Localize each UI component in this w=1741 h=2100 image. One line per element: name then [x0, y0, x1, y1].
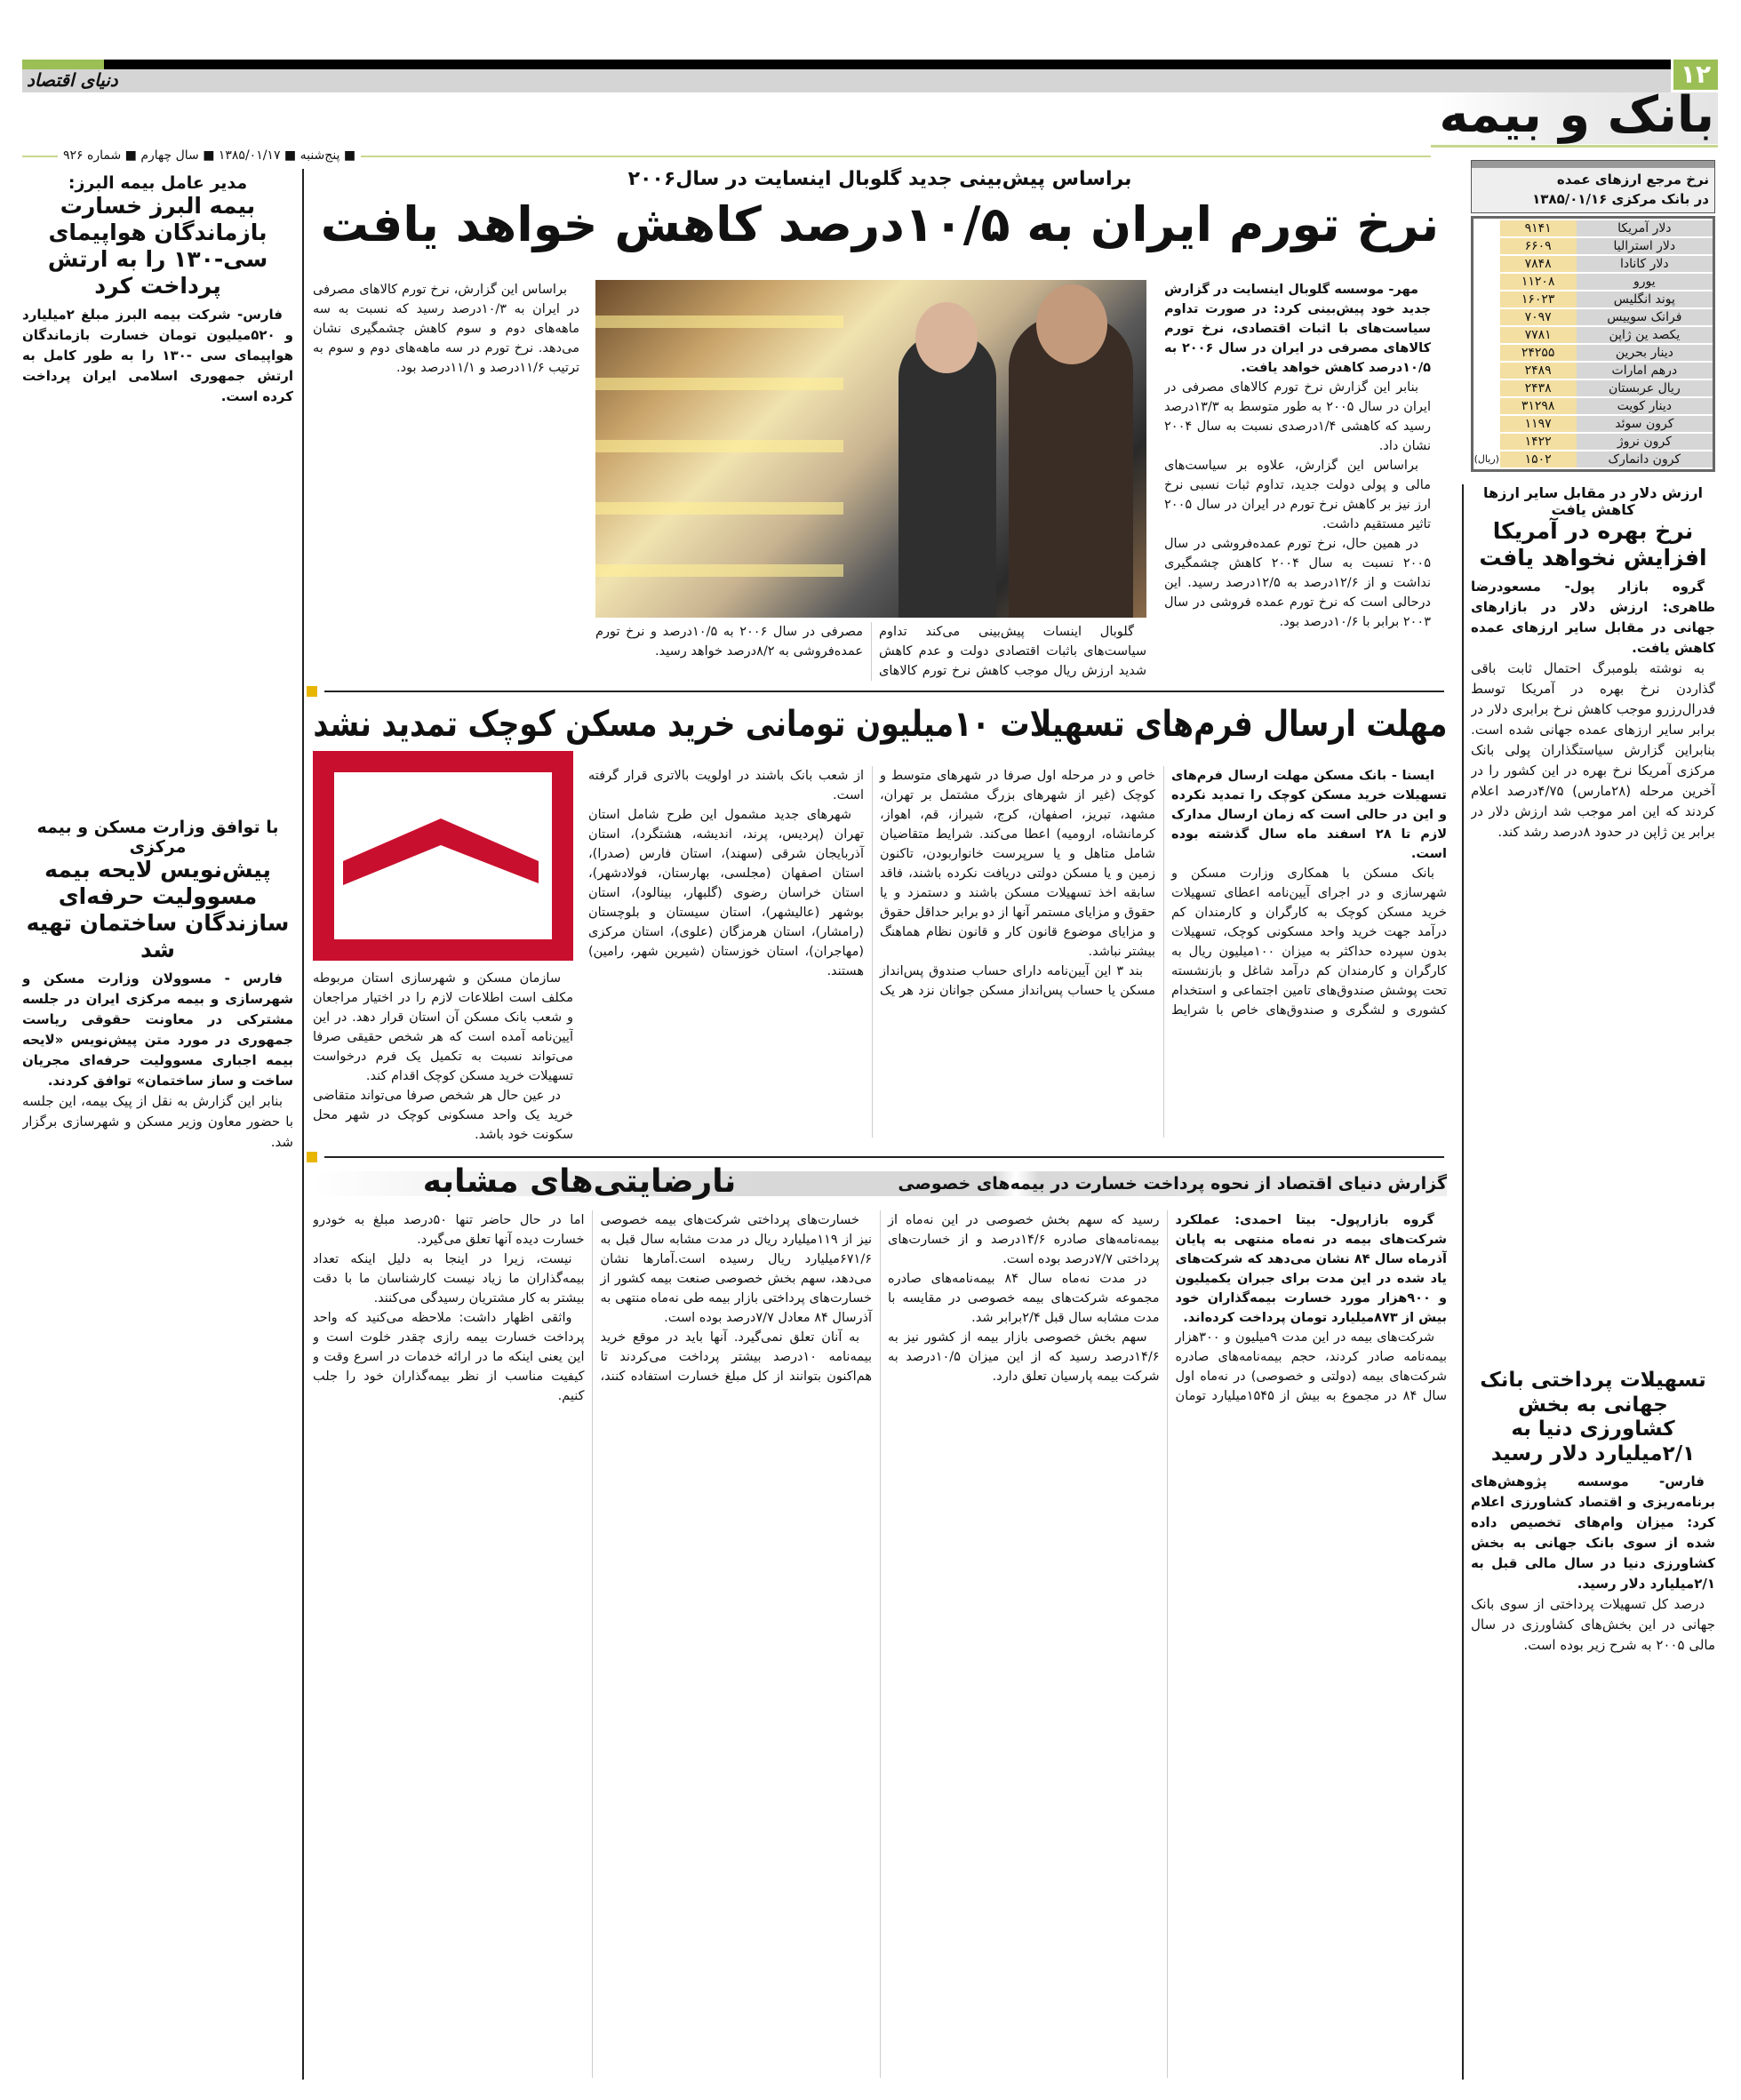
right-column-divider — [1462, 484, 1464, 2080]
unit-spacer — [1473, 345, 1500, 361]
currency-row — [1473, 451, 1713, 467]
kicker-text: براساس پیش‌بینی جدید گلوبال اینسایت در سال۲۰۰۶ — [627, 168, 1132, 190]
headline-text: نرخ تورم ایران به ۱۰/۵درصد کاهش خواهد یافت — [320, 196, 1440, 252]
section-underline — [1431, 145, 1718, 148]
roof-chevron-icon — [334, 772, 552, 939]
headline-text: مهلت ارسال فرم‌های تسهیلات ۱۰میلیون تومانی خرید مسکن کوچک تمدید نشد — [312, 704, 1447, 745]
paragraph: درصد کل تسهیلات پرداختی از سوی بانک جهانی در این بخش‌های کشاورزی در سال مالی ۲۰۰۵ به شرح زیر بوده است. — [1471, 1596, 1715, 1654]
currency-name: کرون نروژ — [1577, 434, 1713, 450]
currency-value: ۱۶۰۲۳ — [1500, 291, 1577, 307]
currency-unit: (ریال) — [1473, 453, 1499, 465]
currency-row — [1473, 238, 1713, 254]
unit-spacer — [1473, 398, 1500, 414]
paragraph: بنابر این گزارش نرخ تورم کالاهای مصرفی در ایران در سال ۲۰۰۵ به طور متوسط به ۱۳/۳درصد رسید که کاهشی ۱/۴درصدی نسبت به سال ۲۰۰۴ نشان داد. — [1164, 380, 1431, 453]
page-number: ۱۲ — [1673, 60, 1718, 90]
section-rule — [324, 1156, 1444, 1158]
currency-row — [1473, 256, 1713, 272]
paragraph: فارس - مسوولان وزارت مسکن و شهرسازی و بیمه مرکزی ایران در جلسه مشترکی در معاونت حقوقی ریاست جمهوری در مورد متن پیش‌نویس «لایحه بیمه اجباری مسوولیت حرفه‌ای مجریان ساخت و ساز ساختمان» توافق کردند. — [22, 970, 293, 1089]
article-headline: نرخ بهره در آمریکا افزایش نخواهد یافت — [1479, 518, 1707, 571]
currency-value: ۷۷۸۱ — [1500, 327, 1577, 343]
article-kicker: با توافق وزارت مسکن و بیمه مرکزی — [36, 818, 279, 857]
section-marker — [307, 1152, 317, 1162]
rates-title: نرخ مرجع ارزهای عمده — [1556, 172, 1709, 188]
paragraph: به نوشته بلومبرگ احتمال ثابت باقی گذاردن نرخ بهره در آمریکا توسط فدرال‌رزرو موجب کاهش نرخ برابری دلار در برابر سایر ارزهای عمده جهانی شده است. بنابراین گزارش سیاستگذاران پولی بانک مرکزی آمریکا نرخ بهره در این کشور را در آخرین مرحله (۲۸مارس) ۴/۷۵درصد اعلام کردند که این امر موجب شد ارزش دلار در برابر ین ژاپن در حدود ۸درصد رشد کند. — [1471, 660, 1715, 840]
currency-name: یورو — [1577, 274, 1713, 290]
currency-name: درهم امارات — [1577, 363, 1713, 379]
paragraph: گروه بازارپول- بیتا احمدی: عملکرد شرکت‌های بیمه در نه‌ماه منتهی به پایان آذرماه سال ۸۴ نشان می‌دهد که شرکت‌های یاد شده در این مدت برای جبران یکمیلیون و ۹۰۰هزار مورد خسارت بیمه‌گذاران خود بیش از ۸۷۳میلیارد تومان پرداخت کرده‌اند. — [1175, 1213, 1447, 1325]
insurance-body — [313, 1210, 1447, 2078]
currency-name: دلار استرالیا — [1577, 238, 1713, 254]
paragraph: فارس- موسسه پژوهش‌های برنامه‌ریزی و اقتصاد کشاورزی اعلام کرد: میزان وام‌های تخصیص داده شده از سوی بانک جهانی به بخش کشاورزی دنیا در سال مالی قبل به ۲/۱میلیارد دلار رسید. — [1471, 1473, 1715, 1593]
article-headline: پیش‌نویس لایحه بیمه مسوولیت حرفه‌ای سازندگان ساختمان تهیه شد — [26, 857, 290, 962]
currency-name: ریال عربستان — [1577, 380, 1713, 396]
agriculture-article — [1471, 1369, 1715, 2080]
unit-spacer — [1473, 416, 1500, 432]
liability-article — [22, 818, 293, 2080]
paragraph: سازمان مسکن و شهرسازی استان مربوطه مکلف است اطلاعات لازم را در اختیار مراجعان و شعب بانک مسکن آن استان قرار دهد. در این آیین‌نامه آمده است که هر شخص حقیقی صرفا می‌تواند نسبت به تکمیل یک فرم درخواست تسهیلات خرید مسکن کوچک اقدام کند. — [313, 971, 573, 1083]
currency-rates-table — [1471, 216, 1715, 472]
paragraph: بانک مسکن با همکاری وزارت مسکن و شهرسازی و در اجرای آیین‌نامه اعطای تسهیلات خرید مسکن کوچک به کارگران و کارمندان کم درآمد جهت خرید واحد مسکونی کوچک، تسهیلات بدون سپرده حداکثر به میزان ۱۰۰میلیون ریال به کارگران و کارمندان کم درآمد شاغل و بازنشسته تحت پوشش صندوق‌های تامین اجتماعی و استخدام کشوری و لشگری و صندوق‌های خاص با شرایط خاص و در مرحله اول صرفا در شهرهای متوسط و کوچک (غیر از شهرهای بزرگ مشتمل بر تهران، مشهد، تبریز، اصفهان، کرج، شیراز، قم، اهواز، کرمانشاه، ارومیه) اعطا می‌کند. شرایط متقاضیان شامل متاهل و یا سرپرست خانواربودن، تاکنون زمین و یا مسکن دولتی دریافت نکرده باشند، فاقد سابقه اخذ تسهیلات مسکن باشند و دستمزد و یا حقوق و مزایای مستمر آنها از دو برابر حداقل حقوق و مزایای موضوع قانون کار و قانون نظام هماهنگ بیشتر نباشد. — [880, 769, 1447, 1018]
inflation-body-right — [1164, 280, 1431, 675]
currency-name: دینار کویت — [1577, 398, 1713, 414]
inflation-body-under-photo — [595, 622, 1146, 681]
paragraph: بند ۳ این آیین‌نامه دارای حساب صندوق پس‌انداز مسکن یا حساب پس‌انداز مسکن جوانان نزد هر یک از شعب بانک باشند در اولویت بالاتری قرار گرفته است. — [588, 769, 1155, 998]
currency-row — [1473, 291, 1713, 307]
currency-value: ۱۴۲۲ — [1500, 434, 1577, 450]
inflation-body-left — [313, 280, 579, 675]
housing-headline — [313, 702, 1447, 747]
currency-value: ۶۶۰۹ — [1500, 238, 1577, 254]
unit-spacer — [1473, 238, 1500, 254]
paragraph: مهر- موسسه گلوبال اینسایت در گزارش جدید خود پیش‌بینی کرد: در صورت تداوم سیاست‌های با اثبات اقتصادی، نرخ تورم کالاهای مصرفی در ایران در سال ۲۰۰۶ به ۱۰/۵درصد کاهش خواهد یافت. — [1164, 283, 1431, 375]
currency-value: ۹۱۴۱ — [1500, 220, 1577, 236]
paragraph: شرکت‌های بیمه در این مدت ۹میلیون و ۳۰۰هزار بیمه‌نامه صادر کردند، حجم بیمه‌نامه‌های صادره شرکت‌های بیمه (دولتی و خصوصی) در نه‌ماه اول سال ۸۴ در مجموع به بیش از ۱۵۴۵میلیارد تومان رسید که سهم بخش خصوصی در این نه‌ماه از بیمه‌نامه‌های صادره ۱۴/۶درصد و از خسارت‌های پرداختی ۷/۷درصد بوده است. — [888, 1213, 1447, 1403]
currency-name: دلار کانادا — [1577, 256, 1713, 272]
currency-row — [1473, 398, 1713, 414]
headline-text: نارضایتی‌های مشابه — [422, 1163, 737, 1200]
paragraph: ایسنا - بانک مسکن مهلت ارسال فرم‌های تسهیلات خرید مسکن کوچک را تمدید نکرده و این در حالی است که زمان ارسال مدارک لازم تا ۲۸ اسفند ماه سال گذشته بوده است. — [1171, 769, 1447, 861]
currency-row — [1473, 416, 1713, 432]
paragraph: شهرهای جدید مشمول این طرح شامل استان تهران (پردیس، پرند، اندیشه، هشتگرد)، استان آذربایجان شرقی (سهند)، استان فارس (صدرا)، استان اصفهان (مجلسی، بهارستان، فولادشهر)، استان خراسان رضوی (گلبهار، بینالود)، استان بوشهر (عالیشهر)، استان سیستان و بلوچستان (رامشار)، استان هرمزگان (علوی)، استان مرکزی (مهاجران)، استان خوزستان (شیرین شهر، رامین) هستند. — [588, 808, 864, 978]
inflation-headline — [313, 196, 1447, 254]
currency-name: دلار آمریکا — [1577, 220, 1713, 236]
kicker-text: گزارش دنیای اقتصاد از نحوه پرداخت خسارت در بیمه‌های خصوصی — [898, 1174, 1447, 1194]
currency-row — [1473, 309, 1713, 325]
currency-value: ۷۸۴۸ — [1500, 256, 1577, 272]
housing-body — [588, 766, 1447, 1138]
currency-value: ۳۱۲۹۸ — [1500, 398, 1577, 414]
unit-spacer — [1473, 363, 1500, 379]
currency-row — [1473, 434, 1713, 450]
section-title: بانک و بیمه — [1439, 86, 1714, 144]
article-body — [22, 305, 293, 767]
currency-row — [1473, 380, 1713, 396]
currency-name: یکصد ین ژاپن — [1577, 327, 1713, 343]
unit-spacer — [1473, 274, 1500, 290]
bank-maskan-logo — [313, 751, 573, 961]
dollar-article — [1471, 484, 1715, 1360]
currency-value: ۲۴۸۹ — [1500, 363, 1577, 379]
top-green-accent — [22, 60, 104, 69]
currency-name: پوند انگلیس — [1577, 291, 1713, 307]
paragraph: در عین حال هر شخص صرفا می‌تواند متقاضی خرید یک واحد مسکونی کوچک در شهر محل سکونت خود باشد. — [313, 1089, 573, 1142]
paragraph: به آنان تعلق نمی‌گیرد. آنها باید در موقع خرید بیمه‌نامه ۱۰درصد بیشتر پرداخت می‌کردند تا هم‌اکنون بتوانند از کل مبلغ خسارت استفاده کنند، اما در حال حاضر تنها ۵۰درصد مبلغ به خودرو خسارت دیده آنها تعلق می‌گیرد. — [313, 1213, 873, 1384]
currency-value: ۱۵۰۲ — [1500, 451, 1577, 467]
currency-name: فرانک سوییس — [1577, 309, 1713, 325]
currency-value: ۱۱۹۷ — [1500, 416, 1577, 432]
currency-value: ۲۴۲۵۵ — [1500, 345, 1577, 361]
article-body — [1471, 1472, 1715, 2040]
currency-row — [1473, 327, 1713, 343]
currency-name: دینار بحرین — [1577, 345, 1713, 361]
article-kicker: مدیر عامل بیمه البرز: — [68, 173, 248, 193]
paragraph: در همین حال، نرخ تورم عمده‌فروشی در سال ۲۰۰۵ نسبت به سال ۲۰۰۴ کاهش چشمگیری نداشت و از ۱۲/۶درصد به ۱۲/۵درصد رسید. این درحالی است که نرخ تورم عمده فروشی در سال ۲۰۰۳ برابر با ۱۰/۶درصد بود. — [1164, 537, 1431, 629]
unit-spacer — [1473, 327, 1500, 343]
paragraph: خسارت‌های پرداختی شرکت‌های بیمه خصوصی نیز از ۱۱۹میلیارد ریال در مدت مشابه سال قبل به ۶۷۱/۶میلیارد ریال رسیده است.آمارها نشان می‌دهد، سهم بخش خصوصی صنعت بیمه کشور از خسارت‌های پرداختی بازار بیمه طی نه‌ماه منتهی به آذرسال ۸۴ معادل ۷/۷درصد بوده است. — [600, 1213, 872, 1325]
currency-value: ۷۰۹۷ — [1500, 309, 1577, 325]
supermarket-photo — [595, 280, 1146, 618]
insurance-headline — [313, 1162, 846, 1202]
dateline: ■ پنج‌شنبه ■ ۱۳۸۵/۰۱/۱۷ ■ سال چهارم ■ شماره ۹۲۶ — [58, 148, 361, 164]
top-bar — [22, 60, 1671, 69]
paragraph: در مدت نه‌ماه سال ۸۴ بیمه‌نامه‌های صادره مجموعه شرکت‌های بیمه خصوصی در مقایسه با مدت مشابه سال قبل ۲/۴برابر شد. — [888, 1272, 1160, 1325]
paragraph: براساس این گزارش، نرخ تورم کالاهای مصرفی در ایران به ۱۰/۳درصد رسید که نسبت به سه ماهه‌های دوم و سوم کاهش چشمگیری نشان می‌دهد. نرخ تورم در سه ماهه‌های دوم و سوم به ترتیب ۱۱/۶درصد و ۱۱/۱درصد بود. — [313, 283, 579, 375]
section-marker — [307, 686, 317, 697]
currency-rates-box — [1471, 160, 1715, 475]
currency-name: کرون سوئد — [1577, 416, 1713, 432]
unit-spacer — [1473, 220, 1500, 236]
paragraph: فارس- شرکت بیمه البرز مبلغ ۲میلیارد و ۵۲۰میلیون تومان خسارت بازماندگان هواپیمای سی -۱۳۰ را به طور کامل به ارتش جمهوری اسلامی ایران پرداخت کرده است. — [22, 307, 293, 404]
insurance-kicker — [862, 1172, 1447, 1195]
paragraph: گروه بازار پول- مسعودرضا طاهری: ارزش دلار در بازارهای جهانی در مقابل سایر ارزهای عمده کاهش یافت. — [1471, 579, 1715, 656]
paragraph: بنابر این گزارش به نقل از پیک بیمه، این جلسه با حضور معاون وزیر مسکن و شهرسازی برگزار شد. — [22, 1093, 293, 1150]
unit-spacer — [1473, 380, 1500, 396]
housing-caption — [313, 969, 573, 1145]
newspaper-logo: دنیای اقتصاد — [27, 69, 118, 91]
article-headline: تسهیلات پرداختی بانک جهانی به بخش کشاورزی دنیا به ۲/۱میلیارد دلار رسید — [1480, 1369, 1706, 1465]
article-body — [22, 969, 293, 2035]
article-body — [1471, 577, 1715, 1332]
currency-name: کرون دانمارک — [1577, 451, 1713, 467]
header-band — [22, 69, 1671, 92]
paragraph: نیست، زیرا در اینجا به دلیل اینکه تعداد بیمه‌گذاران ما زیاد نیست کارشناسان ما با دقت بیشتر به کار مشتریان رسیدگی می‌کنند. — [313, 1252, 585, 1306]
rates-header — [1471, 160, 1715, 213]
paragraph: سهم بخش خصوصی بازار بیمه از کشور نیز به ۱۴/۶درصد رسید که از این میزان ۱۰/۵درصد به شرکت بیمه پارسیان تعلق دارد. — [888, 1330, 1160, 1384]
paragraph: براساس این گزارش، علاوه بر سیاست‌های مالی و پولی دولت جدید، تداوم ثبات نسبی نرخ ارز نیز بر کاهش نرخ تورم در ایران در سال ۲۰۰۵ تاثیر مستقیم داشت. — [1164, 459, 1431, 531]
currency-row — [1473, 220, 1713, 236]
left-column-divider — [302, 169, 304, 2080]
section-rule — [324, 691, 1444, 692]
unit-spacer — [1473, 309, 1500, 325]
unit-spacer — [1473, 291, 1500, 307]
currency-value: ۱۱۲۰۸ — [1500, 274, 1577, 290]
unit-spacer — [1473, 256, 1500, 272]
article-kicker: ارزش دلار در مقابل سایر ارزها کاهش یافت — [1482, 484, 1704, 518]
currency-row — [1473, 345, 1713, 361]
rates-date: در بانک مرکزی ۱۳۸۵/۰۱/۱۶ — [1532, 191, 1709, 207]
paragraph: واثقی اظهار داشت: ملاحظه می‌کنید که واحد پرداخت خسارت بیمه رازی چقدر خلوت است و این یعنی اینکه ما در ارائه خدمات در اسرع وقت و کیفیت مناسب از نظر بیمه‌گذاران خود را جلب کنیم. — [313, 1311, 585, 1403]
paragraph: گلوبال اینسات پیش‌بینی می‌کند تداوم سیاست‌های باثبات اقتصادی دولت و عدم کاهش شدید ارزش ریال موجب کاهش نرخ تورم کالاهای مصرفی در سال ۲۰۰۶ به ۱۰/۵درصد و نرخ تورم عمده‌فروشی به ۸/۲درصد خواهد رسید. — [595, 625, 1146, 678]
currency-row — [1473, 363, 1713, 379]
currency-value: ۲۴۳۸ — [1500, 380, 1577, 396]
inflation-kicker — [313, 167, 1447, 192]
unit-spacer — [1473, 434, 1500, 450]
currency-row — [1473, 274, 1713, 290]
article-headline: بیمه البرز خسارت بازماندگان هواپیمای سی-۱۳۰ را به ارتش پرداخت کرد — [47, 193, 268, 299]
